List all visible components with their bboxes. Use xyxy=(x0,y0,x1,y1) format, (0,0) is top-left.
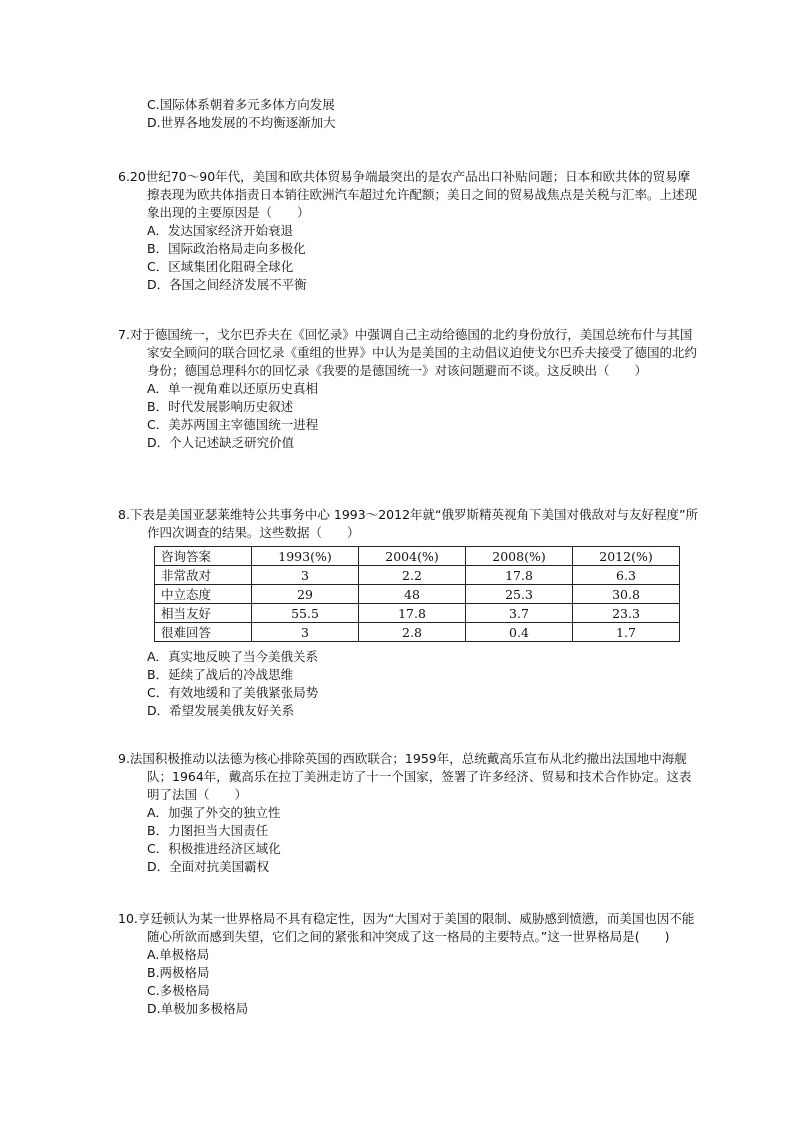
table-cell: 17.8 xyxy=(466,566,573,585)
option-a: A.单极格局 xyxy=(147,947,210,962)
question-stem: 7.对于德国统一，戈尔巴乔夫在《回忆录》中强调自己主动给德国的北约身份放行，美国总统布什与其国家安全顾问的联合回忆录《重组的世界》中认为是美国的主动倡议迫使戈尔巴乔夫接受了德国的北约身份；德国总理科尔的回忆录《我要的是德国统一》对该问题避而不谈。这反映出（ ） xyxy=(118,327,698,378)
option-d: D.单极加多极格局 xyxy=(147,1001,249,1016)
table-header: 2004(%) xyxy=(359,547,466,566)
option-c: C．有效地缓和了美俄紧张局势 xyxy=(147,685,319,700)
table-cell: 2.2 xyxy=(359,566,466,585)
table-cell: 3 xyxy=(252,623,359,642)
survey-table xyxy=(154,546,680,642)
option-a: A．加强了外交的独立性 xyxy=(147,805,281,820)
question-9 xyxy=(118,750,700,876)
question-stem: 8.下表是美国亚瑟莱维特公共事务中心 1993～2012年就“俄罗斯精英视角下美国对俄敌对与友好程度”所作四次调查的结果。这些数据（ ） xyxy=(118,507,698,540)
table-header-row xyxy=(155,547,680,566)
option-b: B．时代发展影响历史叙述 xyxy=(147,399,294,414)
option-b: B．延续了战后的冷战思维 xyxy=(147,667,294,682)
table-cell: 2.8 xyxy=(359,623,466,642)
table-cell: 6.3 xyxy=(573,566,680,585)
table-header: 2012(%) xyxy=(573,547,680,566)
option-a: A．真实地反映了当今美俄关系 xyxy=(147,649,319,664)
option: C.国际体系朝着多元多体方向发展 xyxy=(147,97,335,112)
table-cell: 17.8 xyxy=(359,604,466,623)
question-7 xyxy=(118,326,700,452)
option-c: C.多极格局 xyxy=(147,983,210,998)
table-row xyxy=(155,566,680,585)
table-row xyxy=(155,623,680,642)
table-cell: 3.7 xyxy=(466,604,573,623)
table-cell: 相当友好 xyxy=(155,604,252,623)
option: D.世界各地发展的不均衡逐渐加大 xyxy=(147,115,336,130)
option-b: B．国际政治格局走向多极化 xyxy=(147,241,306,256)
option-b: B．力图担当大国责任 xyxy=(147,823,269,838)
table-cell: 中立态度 xyxy=(155,585,252,604)
table-cell: 非常敌对 xyxy=(155,566,252,585)
table-cell: 29 xyxy=(252,585,359,604)
table-row xyxy=(155,604,680,623)
option-c: C．美苏两国主宰德国统一进程 xyxy=(147,417,319,432)
table-cell: 3 xyxy=(252,566,359,585)
table-cell: 55.5 xyxy=(252,604,359,623)
option-c: C．积极推进经济区域化 xyxy=(147,841,281,856)
option-a: A．发达国家经济开始衰退 xyxy=(147,223,294,238)
option-a: A．单一视角难以还原历史真相 xyxy=(147,381,319,396)
table-cell: 0.4 xyxy=(466,623,573,642)
question-stem: 9.法国积极推动以法德为核心排除英国的西欧联合；1959年，总统戴高乐宣布从北约撤出法国地中海舰队；1964年，戴高乐在拉丁美洲走访了十一个国家，签署了许多经济、贸易和技术合作协定。这表明了法国（ ） xyxy=(118,751,692,802)
table-header: 1993(%) xyxy=(252,547,359,566)
table-cell: 48 xyxy=(359,585,466,604)
table-cell: 很难回答 xyxy=(155,623,252,642)
option-b: B.两极格局 xyxy=(147,965,210,980)
table-cell: 23.3 xyxy=(573,604,680,623)
question-stem: 10.亨廷顿认为某一世界格局不具有稳定性，因为“大国对于美国的限制、威胁感到愤懑，而美国也因不能随心所欲而感到失望，它们之间的紧张和冲突成了这一格局的主要特点。”这一世界格局是( ) xyxy=(118,911,695,944)
option-d: D．希望发展美俄友好关系 xyxy=(147,703,295,718)
option-d: D．全面对抗美国霸权 xyxy=(147,859,270,874)
table-cell: 25.3 xyxy=(466,585,573,604)
option-d: D．个人记述缺乏研究价值 xyxy=(147,435,295,450)
option-c: C．区域集团化阻碍全球化 xyxy=(147,259,294,274)
question-8 xyxy=(118,506,700,720)
question-10 xyxy=(118,910,700,1018)
table-header: 咨询答案 xyxy=(155,547,252,566)
previous-question-options xyxy=(147,96,336,132)
question-stem: 6.20世纪70～90年代，美国和欧共体贸易争端最突出的是农产品出口补贴问题；日本和欧共体的贸易摩擦表现为欧共体指责日本销往欧洲汽车超过允许配额；美日之间的贸易战焦点是关税与汇率。上述现象出现的主要原因是（ ） xyxy=(118,169,698,220)
table-cell: 30.8 xyxy=(573,585,680,604)
table-row xyxy=(155,585,680,604)
option-d: D．各国之间经济发展不平衡 xyxy=(147,277,307,292)
question-6 xyxy=(118,168,700,294)
table-header: 2008(%) xyxy=(466,547,573,566)
table-cell: 1.7 xyxy=(573,623,680,642)
